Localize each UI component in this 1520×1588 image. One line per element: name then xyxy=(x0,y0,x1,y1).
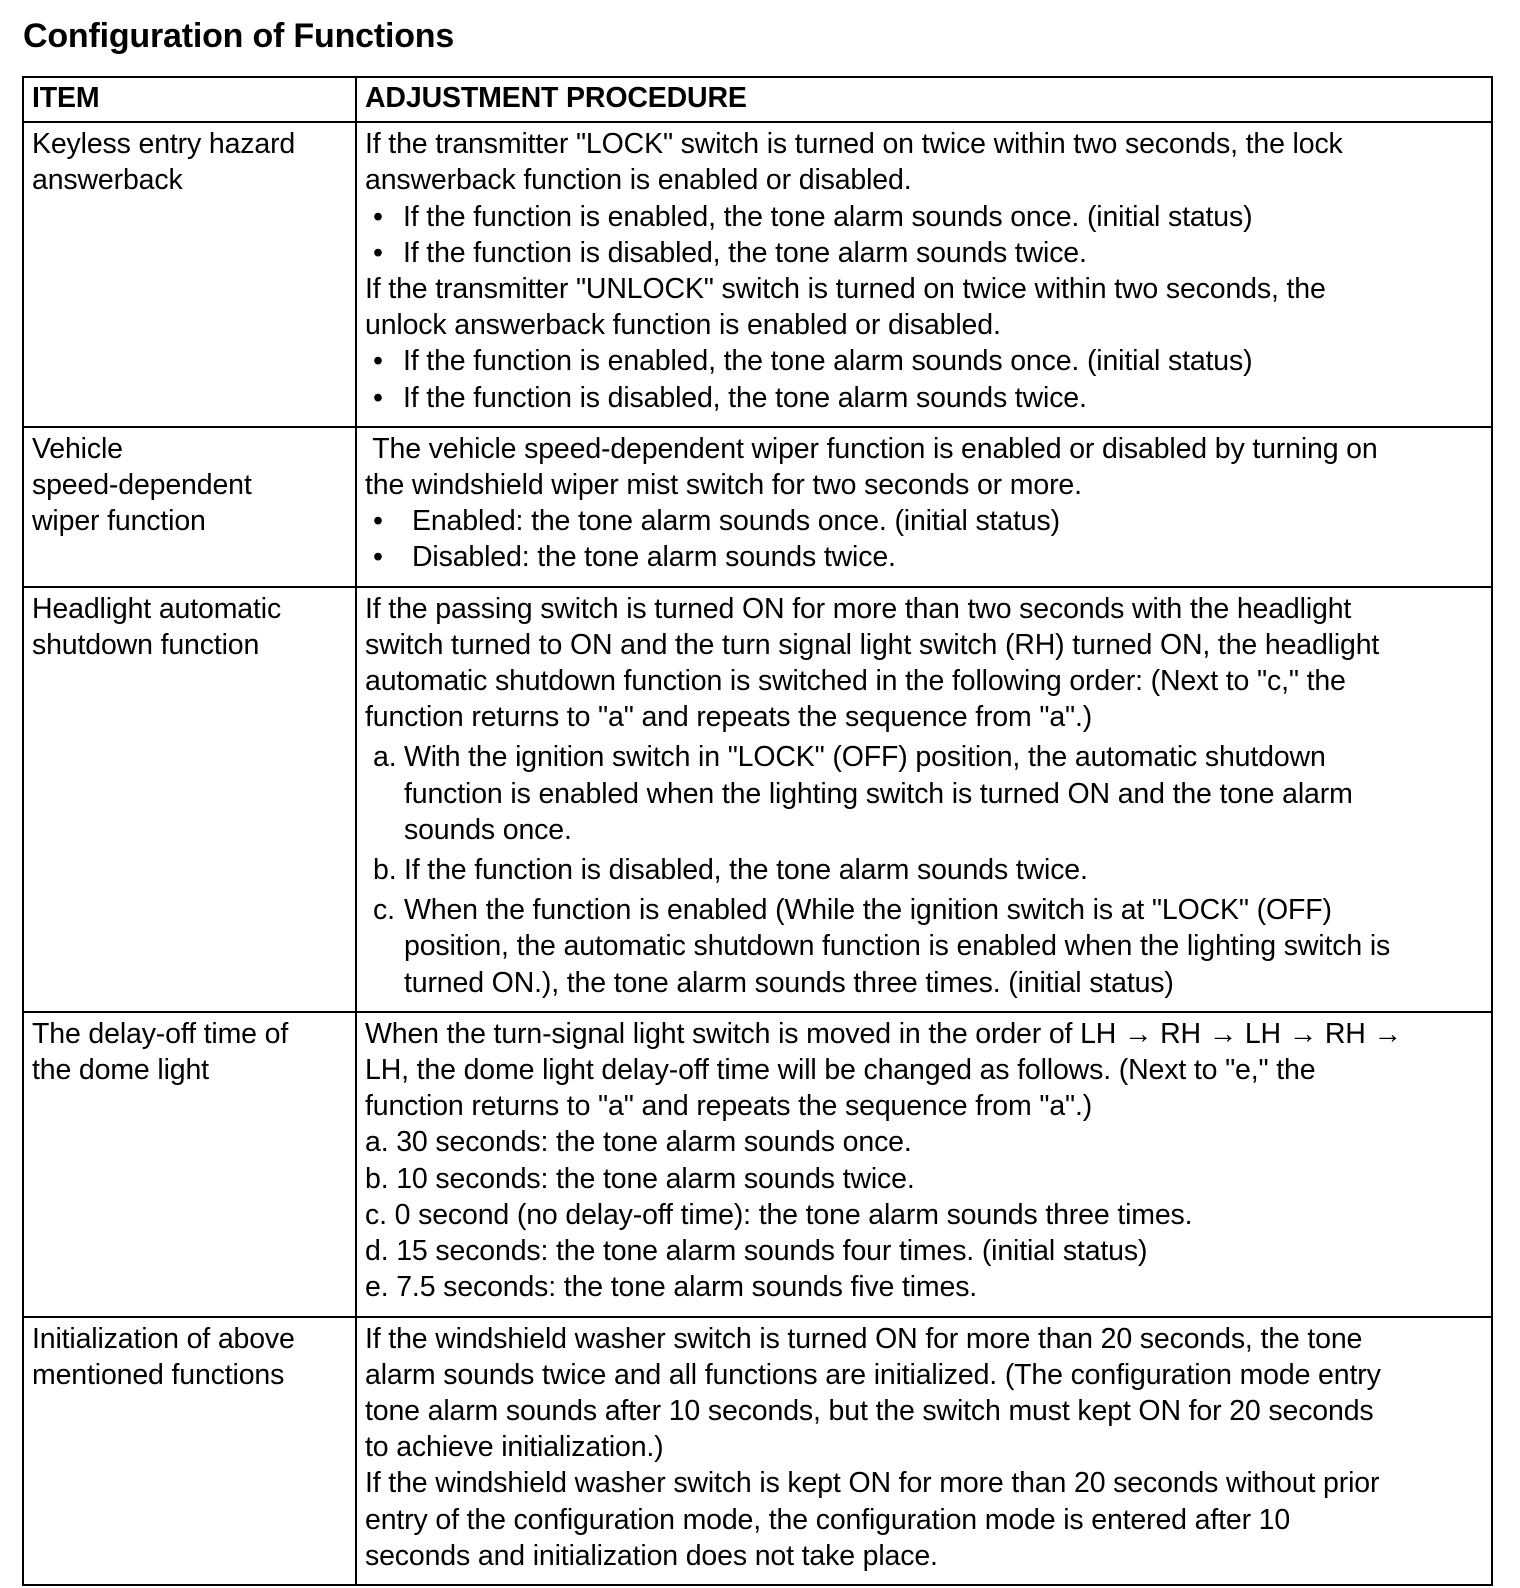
page-title: Configuration of Functions xyxy=(23,17,455,55)
bullet-item: • Enabled: the tone alarm sounds once. (initial status) xyxy=(365,503,1483,539)
procedure-line: When the turn-signal light switch is moved in the order of LH → RH → LH → RH → xyxy=(365,1017,1402,1050)
configuration-table xyxy=(22,76,1493,1586)
table-header-row xyxy=(23,77,1492,122)
item-cell xyxy=(23,427,356,587)
bullet-item: • If the function is disabled, the tone alarm sounds twice. xyxy=(365,380,1483,416)
bullet-item: • If the function is enabled, the tone alarm sounds once. (initial status) xyxy=(365,199,1483,235)
procedure-line: If the windshield washer switch is turned ON for more than 20 seconds, the tone xyxy=(365,1322,1363,1355)
procedure-line: function returns to "a" and repeats the sequence from "a".) xyxy=(365,701,1093,734)
procedure-line: function returns to "a" and repeats the sequence from "a".) xyxy=(365,1090,1093,1123)
procedure-cell xyxy=(356,122,1492,427)
table-row xyxy=(23,1012,1492,1317)
procedure-line: to achieve initialization.) xyxy=(365,1431,664,1464)
procedure-line: If the transmitter "UNLOCK" switch is turned on twice within two seconds, the xyxy=(365,273,1326,306)
item-cell xyxy=(23,1012,356,1317)
procedure-line: If the passing switch is turned ON for more than two seconds with the headlight xyxy=(365,592,1352,625)
item-cell xyxy=(23,587,356,1012)
procedure-line: tone alarm sounds after 10 seconds, but the switch must kept ON for 20 seconds xyxy=(365,1394,1374,1427)
procedure-line: seconds and initialization does not take place. xyxy=(365,1539,938,1572)
step-line: turned ON.), the tone alarm sounds three times. (initial status) xyxy=(404,966,1174,999)
table-row xyxy=(23,587,1492,1012)
item-line: shutdown function xyxy=(32,628,260,661)
step-item xyxy=(365,852,1483,888)
step-line: sounds once. xyxy=(404,813,572,846)
bullet-item: • Disabled: the tone alarm sounds twice. xyxy=(365,539,1483,575)
procedure-line: automatic shutdown function is switched in the following order: (Next to "c," the xyxy=(365,665,1346,698)
step-line: a. 30 seconds: the tone alarm sounds once. xyxy=(365,1126,912,1159)
table-row xyxy=(23,427,1492,587)
procedure-cell xyxy=(356,587,1492,1012)
step-line: c. 0 second (no delay-off time): the tone alarm sounds three times. xyxy=(365,1198,1193,1231)
step-line: b. 10 seconds: the tone alarm sounds twice. xyxy=(365,1162,915,1195)
procedure-line: entry of the configuration mode, the configuration mode is entered after 10 xyxy=(365,1503,1291,1536)
item-cell xyxy=(23,122,356,427)
item-line: wiper function xyxy=(32,505,206,538)
procedure-cell xyxy=(356,1012,1492,1317)
table-row xyxy=(23,1317,1492,1585)
step-item xyxy=(365,892,1483,1001)
step-item xyxy=(365,739,1483,848)
procedure-line: If the transmitter "LOCK" switch is turned on twice within two seconds, the lock xyxy=(365,128,1343,161)
item-line: The delay-off time of xyxy=(32,1017,289,1050)
procedure-line: If the windshield washer switch is kept ON for more than 20 seconds without prior xyxy=(365,1467,1380,1500)
procedure-cell xyxy=(356,427,1492,587)
item-line: Vehicle xyxy=(32,432,123,465)
procedure-line: answerback function is enabled or disabled. xyxy=(365,164,912,197)
procedure-cell xyxy=(356,1317,1492,1585)
step-line: e. 7.5 seconds: the tone alarm sounds five times. xyxy=(365,1271,978,1304)
step-line: d. 15 seconds: the tone alarm sounds four times. (initial status) xyxy=(365,1235,1148,1268)
column-header-procedure: ADJUSTMENT PROCEDURE xyxy=(356,77,1492,122)
step-letter: b. xyxy=(373,854,397,887)
step-line: With the ignition switch in "LOCK" (OFF) position, the automatic shutdown xyxy=(404,741,1326,774)
step-line: position, the automatic shutdown function is enabled when the lighting switch is xyxy=(404,930,1391,963)
step-letter: c. xyxy=(373,894,395,927)
procedure-line: LH, the dome light delay-off time will be changed as follows. (Next to "e," the xyxy=(365,1054,1316,1087)
step-line: When the function is enabled (While the ignition switch is at "LOCK" (OFF) xyxy=(404,894,1332,927)
item-line: Keyless entry hazard xyxy=(32,128,296,161)
step-letter: a. xyxy=(373,741,397,774)
procedure-line: unlock answerback function is enabled or disabled. xyxy=(365,309,1001,342)
bullet-item: • If the function is enabled, the tone alarm sounds once. (initial status) xyxy=(365,343,1483,379)
item-line: speed-dependent xyxy=(32,469,252,502)
item-line: Initialization of above xyxy=(32,1322,295,1355)
bullet-item: • If the function is disabled, the tone alarm sounds twice. xyxy=(365,235,1483,271)
procedure-line: the windshield wiper mist switch for two seconds or more. xyxy=(365,469,1082,502)
step-line: function is enabled when the lighting switch is turned ON and the tone alarm xyxy=(404,777,1353,810)
procedure-line: switch turned to ON and the turn signal light switch (RH) turned ON, the headlight xyxy=(365,628,1380,661)
procedure-line: The vehicle speed-dependent wiper function is enabled or disabled by turning on xyxy=(365,432,1378,465)
step-line: If the function is disabled, the tone alarm sounds twice. xyxy=(404,854,1088,887)
item-line: answerback xyxy=(32,164,183,197)
item-line: the dome light xyxy=(32,1054,209,1087)
item-line: mentioned functions xyxy=(32,1358,285,1391)
table-row xyxy=(23,122,1492,427)
item-cell xyxy=(23,1317,356,1585)
procedure-line: alarm sounds twice and all functions are initialized. (The configuration mode entry xyxy=(365,1358,1381,1391)
item-line: Headlight automatic xyxy=(32,592,282,625)
column-header-item: ITEM xyxy=(23,77,356,122)
